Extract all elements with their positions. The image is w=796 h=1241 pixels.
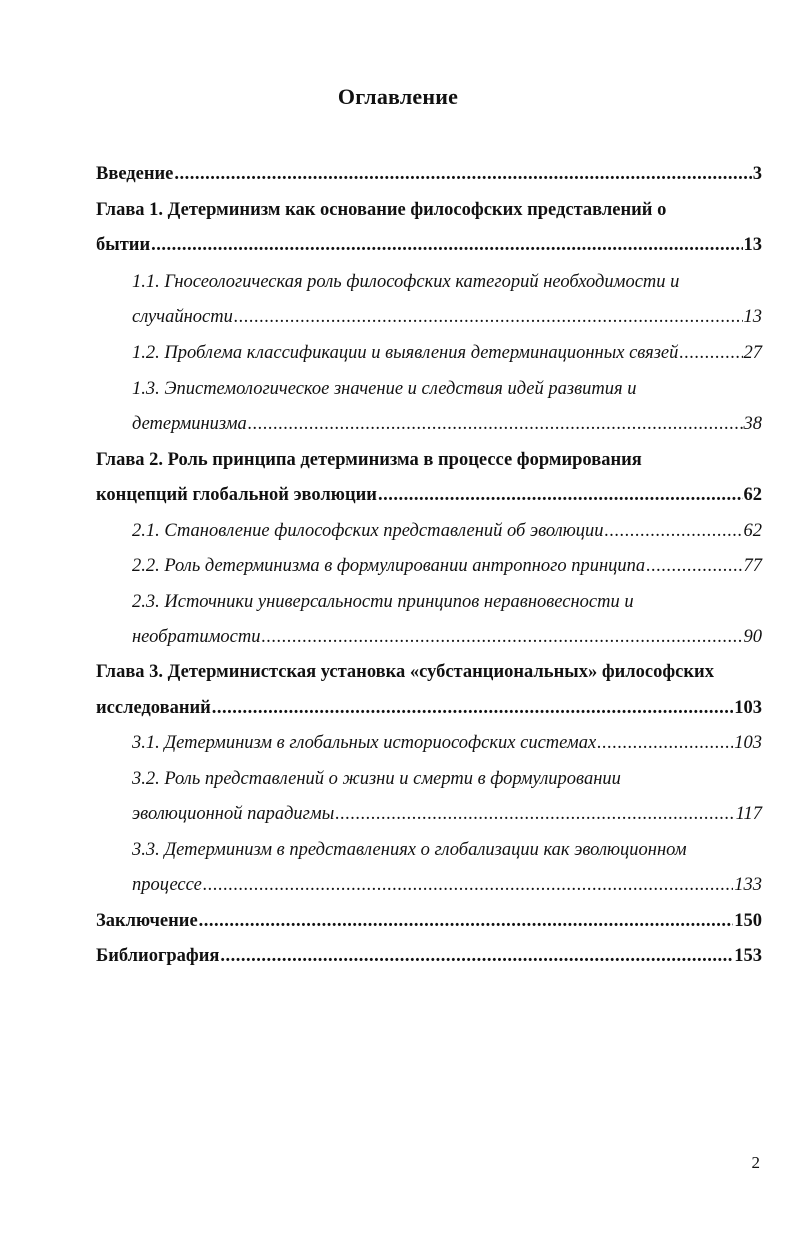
toc-entry-title: Библиография — [96, 946, 220, 966]
toc-entry-title: 1.2. Проблема классификации и выявления детерминационных связей — [132, 343, 679, 363]
dot-leader — [248, 412, 743, 436]
toc-page-number: 62 — [743, 485, 762, 505]
toc-entry-title: 1.1. Гносеологическая роль философских категорий необходимости и — [132, 272, 680, 292]
toc-entry-title: необратимости — [132, 627, 261, 647]
toc-entry-conclusion[interactable] — [96, 909, 762, 933]
toc-section-1-1-title[interactable] — [132, 270, 679, 294]
toc-entry-title: 3.2. Роль представлений о жизни и смерти в формулировании — [132, 769, 621, 789]
dot-leader — [212, 696, 733, 720]
toc-entry-section-2-1[interactable] — [132, 519, 762, 543]
toc-entry-section-3-2[interactable] — [132, 802, 762, 826]
dot-leader — [174, 162, 751, 186]
toc-entry-title: эволюционной парадигмы — [132, 804, 335, 824]
toc-page-number: 27 — [743, 343, 762, 363]
dot-leader — [646, 554, 742, 578]
dot-leader — [199, 909, 734, 933]
toc-entry-title: бытии — [96, 235, 151, 255]
toc-page-number: 38 — [743, 414, 762, 434]
page-title: Оглавление — [337, 84, 459, 109]
dot-leader — [203, 873, 733, 897]
dot-leader — [679, 341, 742, 365]
toc-entry-section-2-2[interactable] — [132, 554, 762, 578]
toc-page-number: 90 — [743, 627, 762, 647]
toc-entry-bibliography[interactable] — [96, 944, 762, 968]
toc-entry-title: случайности — [132, 307, 233, 327]
dot-leader — [597, 731, 733, 755]
dot-leader — [335, 802, 734, 826]
toc-entry-title: 3.3. Детерминизм в представлениях о глобализации как эволюционном — [132, 840, 687, 860]
toc-page-number: 153 — [734, 946, 762, 966]
toc-entry-title: 3.1. Детерминизм в глобальных историософских системах — [132, 733, 597, 753]
toc-page-number: 103 — [734, 698, 762, 718]
toc-entry-section-1-1[interactable] — [132, 305, 762, 329]
toc-entry-title: 1.3. Эпистемологическое значение и следствия идей развития и — [132, 379, 637, 399]
toc-chapter-2-title[interactable] — [96, 448, 642, 472]
toc-entry-title: Глава 3. Детерминистская установка «субстанциональных» философских — [96, 662, 714, 682]
toc-entry-section-3-1[interactable] — [132, 731, 762, 755]
dot-leader — [378, 483, 743, 507]
toc-entry-chapter-2[interactable] — [96, 483, 762, 507]
toc-entry-title: процессе — [132, 875, 202, 895]
dot-leader — [605, 519, 743, 543]
toc-entry-chapter-3[interactable] — [96, 696, 762, 720]
toc-chapter-1-title[interactable] — [96, 198, 666, 222]
toc-entry-title: детерминизма — [132, 414, 247, 434]
dot-leader — [220, 944, 733, 968]
toc-page-number: 103 — [734, 733, 762, 753]
toc-section-2-3-title[interactable] — [132, 590, 634, 614]
toc-entry-title: 2.1. Становление философских представлений об эволюции — [132, 521, 604, 541]
toc-page-number: 13 — [743, 307, 762, 327]
toc-entry-title: 2.3. Источники универсальности принципов неравновесности и — [132, 592, 634, 612]
toc-page-number: 133 — [734, 875, 762, 895]
toc-entry-title: исследований — [96, 698, 211, 718]
dot-leader — [261, 625, 742, 649]
toc-entry-title: концепций глобальной эволюции — [96, 485, 377, 505]
page-number: 2 — [751, 1153, 760, 1172]
toc-page-number: 3 — [752, 164, 762, 184]
toc-section-1-3-title[interactable] — [132, 377, 636, 401]
toc-entry-section-3-3[interactable] — [132, 873, 762, 897]
toc-page-number: 62 — [743, 521, 762, 541]
dot-leader — [234, 305, 743, 329]
toc-entry-title: 2.2. Роль детерминизма в формулировании антропного принципа — [132, 556, 646, 576]
toc-entry-section-1-2[interactable] — [132, 341, 762, 365]
toc-section-3-3-title[interactable] — [132, 838, 687, 862]
toc-entry-title: Введение — [96, 164, 174, 184]
toc-entry-section-1-3[interactable] — [132, 412, 762, 436]
toc-entry-section-2-3[interactable] — [132, 625, 762, 649]
toc-section-3-2-title[interactable] — [132, 767, 621, 791]
toc-page-number: 13 — [743, 235, 762, 255]
toc-chapter-3-title[interactable] — [96, 660, 714, 684]
toc-page-number: 77 — [743, 556, 762, 576]
dot-leader — [151, 233, 742, 257]
toc-entry-intro[interactable] — [96, 162, 762, 186]
toc-entry-title: Заключение — [96, 911, 198, 931]
toc-entry-chapter-1[interactable] — [96, 233, 762, 257]
toc-page-number: 150 — [734, 911, 762, 931]
toc-page-number: 117 — [735, 804, 762, 824]
toc-entry-title: Глава 1. Детерминизм как основание философских представлений о — [96, 200, 667, 220]
toc-entry-title: Глава 2. Роль принципа детерминизма в процессе формирования — [96, 450, 642, 470]
